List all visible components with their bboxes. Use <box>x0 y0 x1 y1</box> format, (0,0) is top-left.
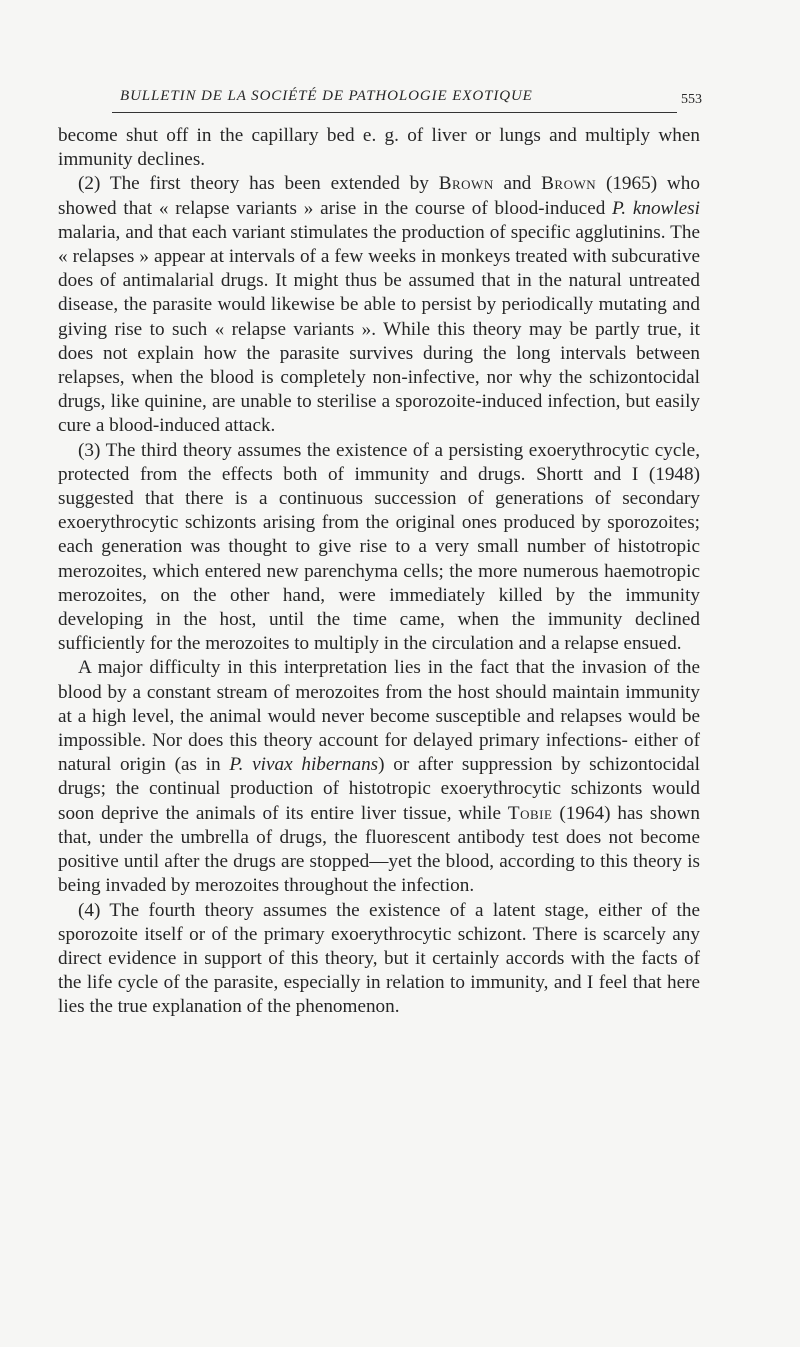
journal-title: BULLETIN DE LA SOCIÉTÉ DE PATHOLOGIE EXOTIQUE <box>120 88 533 104</box>
header-rule <box>112 112 677 113</box>
paragraph-fourth-theory: (4) The fourth theory assumes the existence of a latent stage, either of the sporozoite itself or of the primary exoerythrocytic schizont. There is scarcely any direct evidence in support of this theory, but it certainly accords with the facts of the life cycle of the parasite, especially in relation to immunity, and I feel that here lies the true explanation of the phenomenon. <box>58 899 700 1018</box>
text-run: ) or after suppression by schizontocidal drugs; the continual production of histotropic exoerythrocytic schizonts would soon deprive the animals of its entire liver tissue, while <box>58 754 700 824</box>
paragraph-difficulty <box>58 656 700 898</box>
text-run: A major difficulty in this interpretation lies in the fact that the invasion of the blood by a constant stream of merozoites from the host should maintain immunity at a high level, the animal would never become susceptible and relapses would be impossible. Nor does this theory account for delayed primary infections- either of natural origin (as in <box>58 657 700 776</box>
paragraph-third-theory: (3) The third theory assumes the existence of a persisting exoerythrocytic cycle, protected from the effects both of immunity and drugs. Shortt and I (1948) suggested that there is a continuous succession of generations of secondary exoerythrocytic schizonts arising from the original ones produced by sporozoites; each generation was thought to give rise to a very small number of histotropic merozoites, which entered new parenchyma cells; the more numerous haemotropic merozoites, on the other hand, were immediately killed by the immunity developing in the host, until the time came, when the immunity declined sufficiently for the merozoites to multiply in the circulation and a relapse ensued. <box>58 439 700 655</box>
page-body <box>58 124 700 1020</box>
page-number: 553 <box>681 92 702 107</box>
author-name: Brown <box>541 173 597 195</box>
author-name: Tobie <box>507 802 553 824</box>
author-name: Brown <box>438 173 494 195</box>
paragraph-continuation: become shut off in the capillary bed e. g. of liver or lungs and multiply when immunity declines. <box>58 125 700 171</box>
running-head <box>112 88 702 118</box>
paragraph-second-theory <box>58 172 700 438</box>
species-name: P. knowlesi <box>612 197 700 219</box>
text-run: (1965) who showed that « relapse variants » arise in the course of blood-induced <box>58 173 700 219</box>
text-run: (1964) has shown that, under the umbrella of drugs, the fluorescent antibody test does not become positive until after the drugs are stopped—yet the blood, according to this theory is being invaded by merozoites throughout the infection. <box>58 802 700 897</box>
text-run: (2) The first theory has been extended by <box>78 173 439 195</box>
text-run: and <box>493 173 542 195</box>
species-name: P. vivax hibernans <box>229 754 379 776</box>
text-run: malaria, and that each variant stimulates the production of specific agglutinins. The « relapses » appear at intervals of a few weeks in monkeys treated with subcurative does of antimalarial drugs. It might thus be assumed that in the natural untreated disease, the parasite would likewise be able to persist by periodically mutating and giving rise to such « relapse variants ». While this theory may be partly true, it does not explain how the parasite survives during the long intervals between relapses, when the blood is completely non-infective, nor why the schizontocidal drugs, like quinine, are unable to sterilise a sporozoite-induced infection, but easily cure a blood-induced attack. <box>58 221 700 437</box>
